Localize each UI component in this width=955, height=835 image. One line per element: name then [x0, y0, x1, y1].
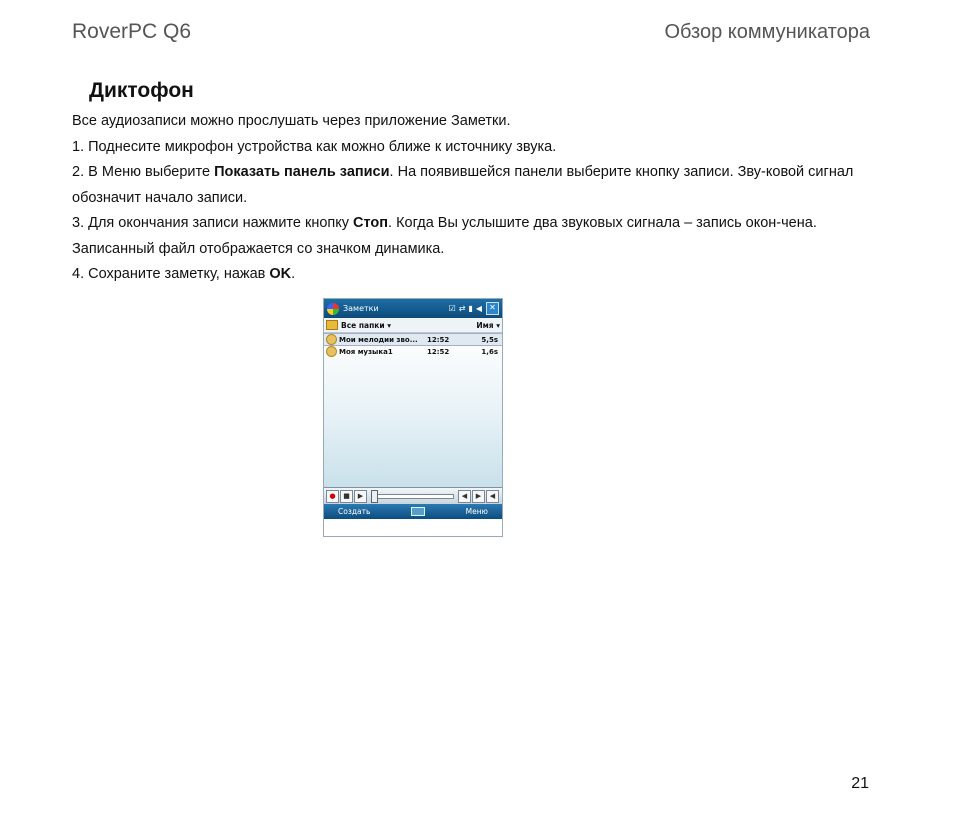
sort-dropdown[interactable]: Имя ▾	[476, 320, 500, 330]
stop-button[interactable]: ■	[340, 490, 353, 503]
step-2-bold: Показать панель записи	[214, 164, 390, 180]
file-time: 12:52	[427, 335, 450, 344]
file-size: 5,5s	[481, 335, 498, 344]
step-3-text-end: . Когда Вы услышите два звуковых сигнала – запись окон-чена. Записанный файл отображается со значком динамика.	[72, 215, 817, 257]
softkey-create[interactable]: Создать	[338, 507, 371, 516]
step-4-text-end: .	[291, 266, 296, 282]
device-screenshot	[323, 298, 503, 537]
page-number: 21	[851, 775, 869, 792]
file-size: 1,6s	[481, 347, 498, 356]
position-slider[interactable]	[372, 494, 454, 499]
list-item[interactable]	[324, 346, 502, 357]
file-name: Мои мелодии зво...	[339, 335, 418, 344]
keyboard-icon[interactable]	[411, 507, 425, 516]
windows-start-icon[interactable]	[327, 303, 339, 315]
signal-icon: ▮	[468, 304, 473, 313]
section-title: Диктофон	[89, 79, 194, 102]
record-button[interactable]: ●	[326, 490, 339, 503]
file-name: Моя музыка1	[339, 347, 393, 356]
connectivity-icon: ⇄	[458, 304, 466, 313]
step-4	[72, 262, 872, 288]
step-3	[72, 211, 872, 262]
device-app-title: Заметки	[343, 304, 379, 313]
speaker-icon[interactable]: ◀	[486, 490, 499, 503]
folder-dropdown[interactable]: Все папки ▾	[341, 320, 392, 330]
list-item[interactable]	[324, 333, 502, 346]
previous-button[interactable]: ◀	[458, 490, 471, 503]
step-2-text: 2. В Меню выберите	[72, 164, 215, 180]
softkey-menu[interactable]: Меню	[465, 507, 488, 516]
file-time: 12:52	[427, 347, 450, 356]
softkey-bar	[324, 504, 502, 519]
step-4-bold: OK	[269, 266, 292, 282]
device-title-bar	[324, 299, 502, 318]
folder-icon	[326, 320, 338, 330]
sync-icon: ☑	[448, 304, 456, 313]
filter-bar	[324, 318, 502, 333]
header-product: RoverPC Q6	[72, 20, 192, 43]
volume-icon: ◀	[475, 304, 482, 313]
voice-note-icon	[326, 334, 337, 345]
play-button[interactable]: ▶	[354, 490, 367, 503]
next-button[interactable]: ▶	[472, 490, 485, 503]
step-4-text: 4. Сохраните заметку, нажав	[72, 266, 270, 282]
step-2	[72, 160, 872, 211]
file-list	[324, 333, 502, 487]
recording-toolbar	[324, 487, 502, 504]
step-3-bold: Стоп	[353, 215, 389, 231]
step-2-text-end: . На появившейся панели выберите кнопку записи. Зву-ковой сигнал обозначит начало записи.	[72, 164, 854, 206]
paragraph-intro: Все аудиозаписи можно прослушать через приложение Заметки.	[72, 113, 511, 129]
step-1: 1. Поднесите микрофон устройства как можно ближе к источнику звука.	[72, 138, 557, 155]
close-icon[interactable]: ✕	[486, 302, 499, 315]
step-3-text: 3. Для окончания записи нажмите кнопку	[72, 215, 354, 231]
slider-thumb[interactable]	[371, 490, 378, 503]
voice-note-icon	[326, 346, 337, 357]
header-section: Обзор коммуникатора	[664, 21, 870, 43]
body-text	[72, 109, 872, 288]
